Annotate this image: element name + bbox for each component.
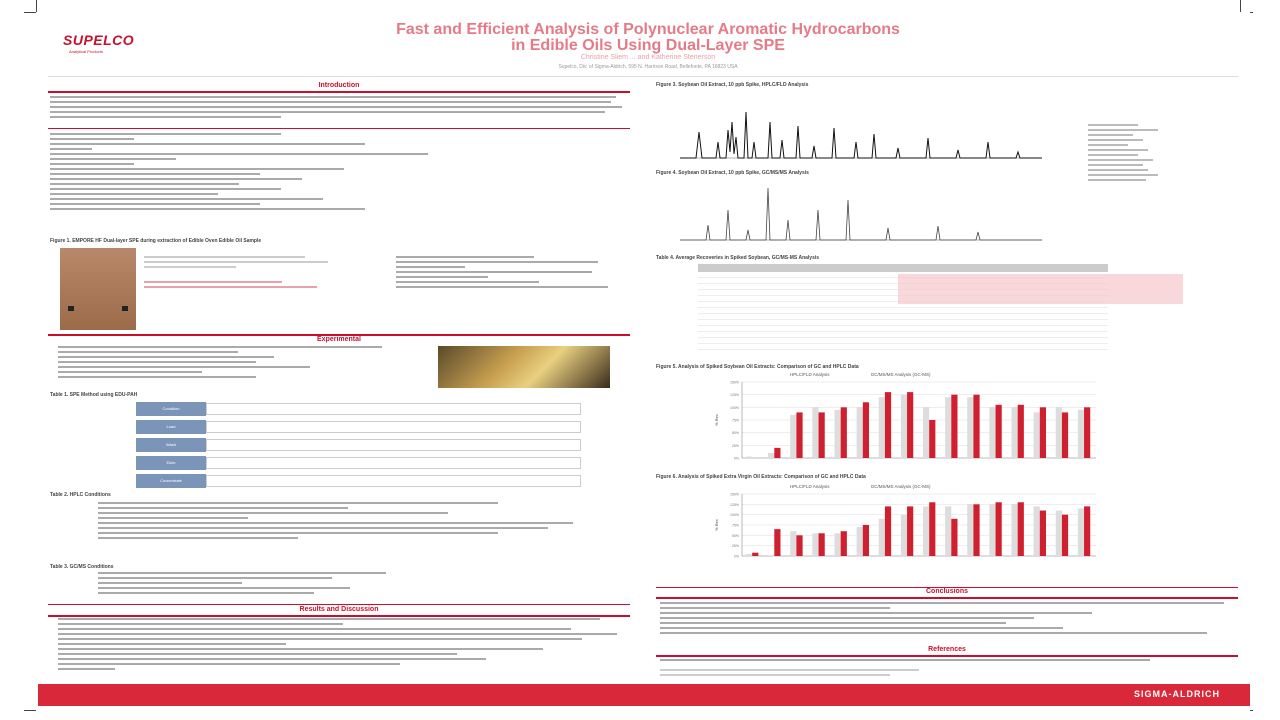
references-text <box>660 659 1236 681</box>
intro-rule-2 <box>48 128 630 129</box>
figure1-caption: Figure 1. EMPORE HF Dual-layer SPE during extraction of Edible Oven Edible Oil Sample <box>50 238 262 244</box>
legend-gcms: GC/MS/MS Analysis (GC-MS) <box>870 372 931 377</box>
bar <box>996 405 1002 458</box>
crop-mark <box>36 0 37 12</box>
crop-mark <box>24 710 36 711</box>
affiliation: Supelco, Div. of Sigma-Aldrich, 595 N. Harrison Road, Bellefonte, PA 16823 USA <box>558 64 738 70</box>
y-tick-label: 50% <box>731 533 739 538</box>
bar <box>857 407 863 458</box>
bar <box>1078 508 1084 556</box>
bar <box>879 397 885 458</box>
bar <box>841 531 847 556</box>
flow-step <box>136 474 206 488</box>
bar <box>1056 511 1062 556</box>
experimental-text <box>58 346 418 386</box>
bar <box>834 533 840 556</box>
y-axis-label: % Rec <box>714 414 719 426</box>
bar <box>967 397 973 458</box>
flow-step-desc <box>206 439 581 451</box>
y-tick-label: 150% <box>730 492 739 497</box>
bar <box>774 529 780 556</box>
bar <box>863 525 869 556</box>
poster-title <box>208 22 1088 54</box>
y-tick-label: 150% <box>730 380 739 385</box>
bar <box>790 415 796 458</box>
gcms-chromatogram <box>656 180 1046 248</box>
bar <box>945 506 951 556</box>
bar <box>989 504 995 556</box>
hplc-conditions-table <box>98 502 598 562</box>
references-rule <box>656 655 1238 657</box>
bar <box>796 535 802 556</box>
bar <box>901 395 907 458</box>
y-tick-label: 25% <box>731 544 739 549</box>
table2-caption: Table 2. HPLC Conditions <box>50 492 111 498</box>
figure3-caption: Figure 3. Soybean Oil Extract, 10 ppb Spike, HPLC/FLD Analysis <box>656 82 809 88</box>
bar <box>1062 412 1068 458</box>
flow-step-label: Elute <box>166 460 176 465</box>
y-tick-label: 125% <box>730 502 739 507</box>
flow-step <box>136 420 206 434</box>
title-line-2: in Edible Oils Using Dual-Layer SPE <box>511 37 785 54</box>
flow-step <box>136 402 206 416</box>
header-rule <box>48 76 1238 77</box>
bar <box>796 412 802 458</box>
bar <box>1078 410 1084 458</box>
logo-subtext: Analytical Products <box>69 49 104 54</box>
flow-step <box>136 438 206 452</box>
bar <box>819 412 825 458</box>
flow-step-desc <box>206 421 581 433</box>
legend-hplc: HPLC/FLD Analysis <box>790 484 830 489</box>
oil-photo <box>438 346 610 388</box>
bar <box>790 531 796 556</box>
flow-step-label: Concentrate <box>160 478 182 483</box>
bar <box>879 519 885 556</box>
results-rule <box>48 615 630 617</box>
y-tick-label: 125% <box>730 393 739 398</box>
conclusions-rule-2 <box>656 597 1238 599</box>
bar <box>746 554 752 556</box>
crop-mark <box>1240 0 1241 12</box>
results-text <box>58 618 628 682</box>
figure6-bar-chart <box>706 490 1106 562</box>
bar <box>834 410 840 458</box>
title-line-1: Fast and Efficient Analysis of Polynuclear Aromatic Hydrocarbons <box>396 21 900 38</box>
table4-caption: Table 4. Average Recoveries in Spiked Soybean, GC/MS-MS Analysis <box>656 255 820 261</box>
y-tick-label: 75% <box>731 418 739 423</box>
authors: Christine Sliem ... and Katherine Stenerson <box>580 54 716 61</box>
crop-mark <box>24 12 36 13</box>
methods-list <box>50 133 470 233</box>
table1-caption: Table 1. SPE Method using EDU-PAH <box>50 392 138 398</box>
bar <box>1018 502 1024 556</box>
bar <box>1040 407 1046 458</box>
bar <box>929 420 935 458</box>
bar <box>863 402 869 458</box>
bar <box>989 407 995 458</box>
bar <box>1084 506 1090 556</box>
results-heading: Results and Discussion <box>299 606 379 613</box>
flow-step-label: Condition <box>162 406 180 411</box>
flow-step-label: Load <box>166 424 176 429</box>
intro-rule <box>48 91 630 93</box>
bar <box>923 506 929 556</box>
section-rule <box>48 604 630 605</box>
figure5-caption: Figure 5. Analysis of Spiked Soybean Oil Extracts: Comparison of GC and HPLC Data <box>656 364 859 370</box>
peak-legend <box>1088 124 1188 214</box>
sample-photo <box>60 248 136 330</box>
bar <box>774 448 780 458</box>
bar <box>1011 407 1017 458</box>
legend-hplc: HPLC/FLD Analysis <box>790 372 830 377</box>
bar <box>996 502 1002 556</box>
intro-text <box>50 96 628 126</box>
y-tick-label: 100% <box>730 513 739 518</box>
bar <box>1084 407 1090 458</box>
y-tick-label: 50% <box>731 431 739 436</box>
supelco-logo <box>63 32 173 54</box>
sample-prep-procedure <box>396 256 626 306</box>
bar <box>945 397 951 458</box>
references-heading: References <box>928 646 966 653</box>
bar <box>973 395 979 458</box>
flow-step-label: Wash <box>165 442 177 447</box>
gcms-conditions-table <box>98 572 458 604</box>
logo-text: SUPELCO <box>63 32 135 48</box>
footer-bar <box>38 684 1250 706</box>
bar <box>1056 407 1062 458</box>
bar <box>752 553 758 556</box>
bar <box>1062 515 1068 556</box>
figure5-bar-chart <box>706 378 1106 464</box>
poster <box>38 12 1250 714</box>
hplc-chromatogram <box>656 92 1046 172</box>
conclusions-heading: Conclusions <box>925 588 968 595</box>
bar <box>901 515 907 556</box>
bar <box>1011 504 1017 556</box>
experimental-heading: Experimental <box>317 336 361 343</box>
bar <box>1018 405 1024 458</box>
y-tick-label: 100% <box>730 405 739 410</box>
bar <box>885 506 891 556</box>
y-axis-label: % Rec <box>714 519 719 531</box>
bar <box>1034 506 1040 556</box>
table3-caption: Table 3. GC/MS Conditions <box>50 564 114 570</box>
y-tick-label: 75% <box>731 523 739 528</box>
bar <box>768 555 774 556</box>
bar <box>907 506 913 556</box>
recoveries-table <box>698 264 1108 354</box>
bar <box>951 519 957 556</box>
bar <box>841 407 847 458</box>
bar <box>907 392 913 458</box>
sigma-aldrich-logo: SIGMA-ALDRICH <box>1134 689 1220 699</box>
introduction-heading: Introduction <box>318 82 360 89</box>
y-tick-label: 0% <box>733 554 739 559</box>
figure6-caption: Figure 6. Analysis of Spiked Extra Virgin Oil Extracts: Comparison of GC and HPLC Data <box>656 474 866 480</box>
photo-notes <box>144 256 374 306</box>
bar <box>923 407 929 458</box>
bar <box>929 502 935 556</box>
flow-step-desc <box>206 457 581 469</box>
flow-step-desc <box>206 403 581 415</box>
figure4-caption: Figure 4. Soybean Oil Extract, 10 ppb Spike, GC/MS/MS Analysis <box>656 170 809 176</box>
bar <box>973 504 979 556</box>
bar <box>967 504 973 556</box>
bar <box>746 456 752 458</box>
conclusions-text <box>660 602 1236 644</box>
legend-gcms: GC/MS/MS Analysis (GC-MS) <box>870 484 931 489</box>
y-tick-label: 25% <box>731 443 739 448</box>
bar <box>1040 511 1046 556</box>
bar <box>857 527 863 556</box>
flow-step <box>136 456 206 470</box>
bar <box>885 392 891 458</box>
bar <box>1034 412 1040 458</box>
y-tick-label: 0% <box>733 456 739 461</box>
flow-step-desc <box>206 475 581 487</box>
bar <box>951 395 957 458</box>
bar <box>768 453 774 458</box>
bar <box>812 533 818 556</box>
bar <box>819 533 825 556</box>
bar <box>812 407 818 458</box>
